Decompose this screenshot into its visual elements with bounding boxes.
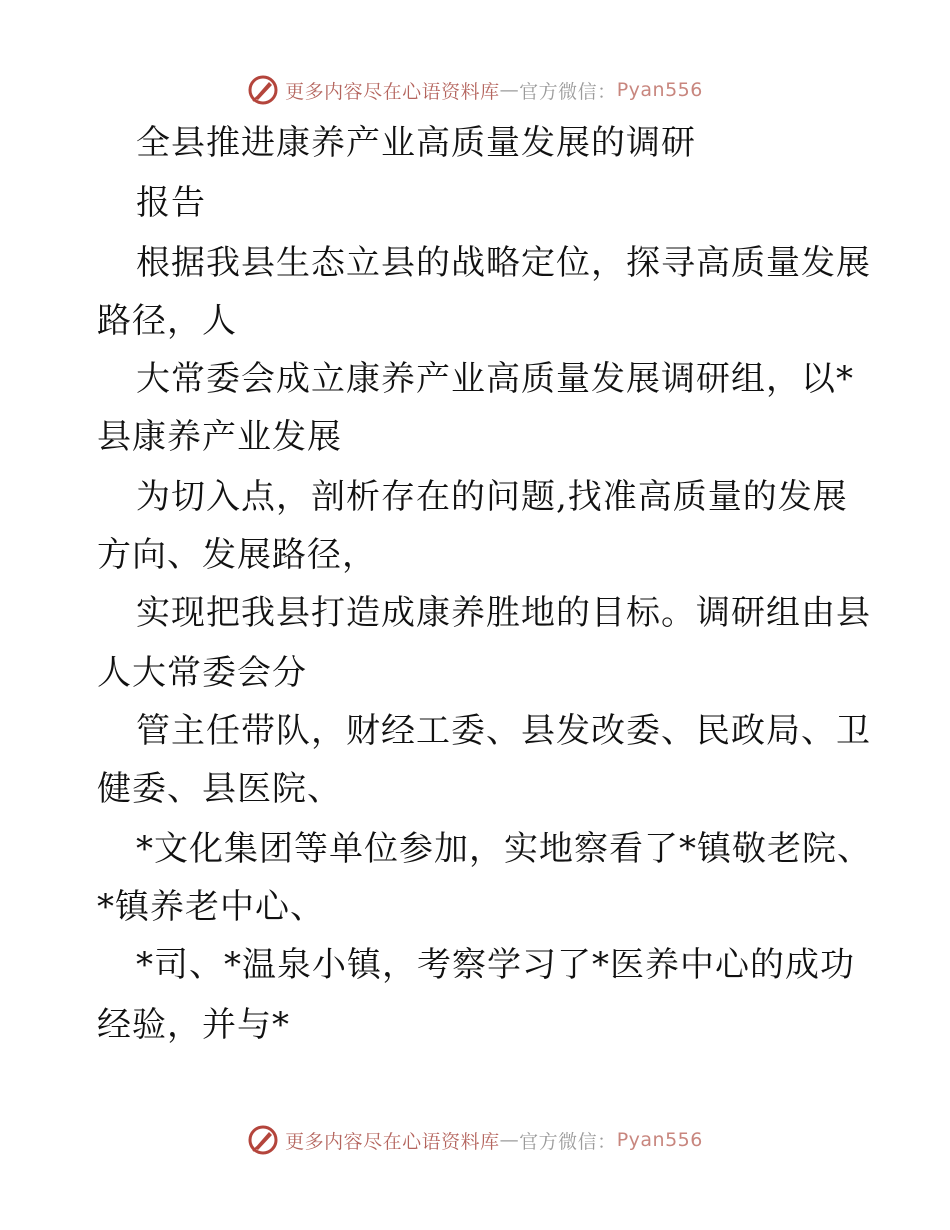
- doc-line: 管主任带队，财经工委、县发改委、民政局、卫: [136, 711, 871, 751]
- doc-line: 全县推进康养产业高质量发展的调研: [136, 123, 696, 163]
- doc-line: 人大常委会分: [97, 653, 307, 693]
- watermark-brand: 更多内容尽在心语资料库: [285, 80, 500, 103]
- doc-line: *镇养老中心、: [97, 887, 325, 927]
- doc-line: 县康养产业发展: [97, 417, 342, 457]
- doc-line: 健委、县医院、: [97, 769, 342, 809]
- watermark-label: 官方微信：: [519, 1130, 617, 1153]
- doc-line: 报告: [136, 183, 206, 223]
- watermark-dash: —: [499, 1129, 520, 1151]
- header-watermark: [0, 70, 950, 110]
- watermark-dash: —: [499, 79, 520, 101]
- doc-line: *文化集团等单位参加，实地察看了*镇敬老院、: [136, 829, 872, 869]
- quill-logo-icon: [247, 1124, 279, 1156]
- quill-logo-icon: [247, 74, 279, 106]
- doc-line: 实现把我县打造成康养胜地的目标。调研组由县: [136, 593, 871, 633]
- watermark-brand: 更多内容尽在心语资料库: [285, 1130, 500, 1153]
- doc-line: 大常委会成立康养产业高质量发展调研组，以*: [136, 359, 854, 399]
- watermark-wechat-id: Pyan556: [616, 1129, 703, 1151]
- doc-line: 经验，并与*: [97, 1005, 290, 1045]
- doc-line: 根据我县生态立县的战略定位，探寻高质量发展: [136, 243, 871, 283]
- footer-watermark: [0, 1120, 950, 1160]
- watermark-wechat-id: Pyan556: [616, 79, 703, 101]
- doc-line: 方向、发展路径，: [97, 535, 377, 575]
- doc-line: *司、*温泉小镇，考察学习了*医养中心的成功: [136, 945, 855, 985]
- doc-line: 路径，人: [97, 301, 237, 341]
- watermark-label: 官方微信：: [519, 80, 617, 103]
- doc-line: 为切入点，剖析存在的问题,找准高质量的发展: [136, 477, 848, 517]
